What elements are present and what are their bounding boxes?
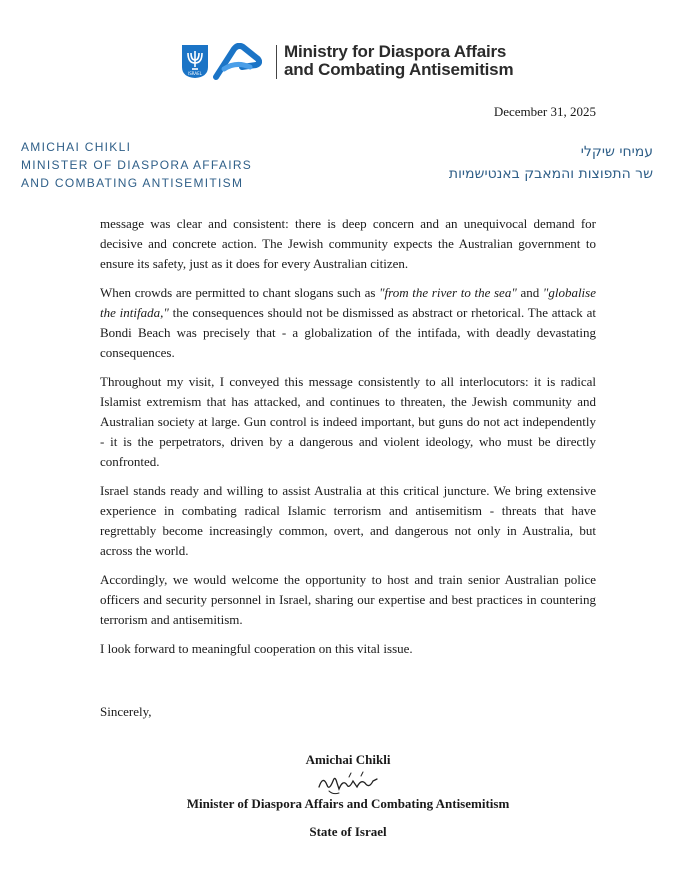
body-paragraph-5: Accordingly, we would welcome the opportunity to host and train senior Australian police officers and security personnel in Israel, sharing our expertise and best practices in countering terrorism and antisemitism. xyxy=(100,572,596,627)
p2-text-c: the consequences should not be dismissed as abstract or rhetorical. The attack at Bondi Beach was precisely that - a globalization of the intifada, with deadly devastating consequences. xyxy=(100,305,596,360)
p2-slogan-2: "globalise the intifada," xyxy=(100,285,596,320)
handwritten-signature xyxy=(313,769,383,797)
letter-body xyxy=(100,214,596,668)
body-paragraph-2 xyxy=(100,283,596,363)
p2-text-b: and xyxy=(516,285,543,300)
blue-swoosh-icon xyxy=(212,43,262,81)
logo-divider xyxy=(276,45,277,79)
signer-title: Minister of Diaspora Affairs and Combating Antisemitism xyxy=(186,796,510,811)
letter-date: December 31, 2025 xyxy=(493,104,596,119)
p2-text-a: When crowds are permitted to chant slogans such as xyxy=(100,285,380,300)
signer-name: Amichai Chikli xyxy=(305,752,391,767)
p2-slogan-1: "from the river to the sea" xyxy=(379,285,517,300)
svg-text:ISRAEL: ISRAEL xyxy=(188,71,202,76)
sender-en-title2: AND COMBATING ANTISEMITISM xyxy=(21,176,244,190)
body-paragraph-6: I look forward to meaningful cooperation on this vital issue. xyxy=(100,641,413,656)
ministry-name-line1: Ministry for Diaspora Affairs xyxy=(284,42,507,61)
sender-english xyxy=(21,138,252,192)
ministry-name xyxy=(284,43,513,79)
menorah-emblem-icon xyxy=(180,43,210,79)
sender-he-title: שר התפוצות והמאבק באנטישמיות xyxy=(448,166,653,182)
signature-block xyxy=(100,751,596,841)
sender-hebrew xyxy=(449,141,653,185)
closing: Sincerely, xyxy=(100,704,152,719)
sender-he-name: עמיחי שיקלי xyxy=(580,144,653,160)
body-paragraph-3: Throughout my visit, I conveyed this message consistently to all interlocutors: it is radical Islamist extremism that has attacked, and continues to threaten, the Jewish community and Australian society at large. Gun control is indeed important, but guns do not act independently - it is the perpetrators, driven by a dangerous and violent ideology, who must be directly confronted. xyxy=(100,374,596,469)
ministry-name-line2: and Combating Antisemitism xyxy=(284,60,514,79)
sender-en-name: AMICHAI CHIKLI xyxy=(21,140,132,154)
body-paragraph-4: Israel stands ready and willing to assist Australia at this critical juncture. We bring extensive experience in combating radical Islamic terrorism and antisemitism - threats that have regrettably become increasingly common, overt, and dangerous not only in Australia, but across the world. xyxy=(100,483,596,558)
body-paragraph-1: message was clear and consistent: there is deep concern and an unequivocal demand for decisive and concrete action. The Jewish community expects the Australian government to ensure its safety, just as it does for every Australian citizen. xyxy=(100,216,596,271)
ministry-logo xyxy=(178,41,514,83)
sender-en-title1: MINISTER OF DIASPORA AFFAIRS xyxy=(21,158,253,172)
signer-state: State of Israel xyxy=(309,824,387,839)
